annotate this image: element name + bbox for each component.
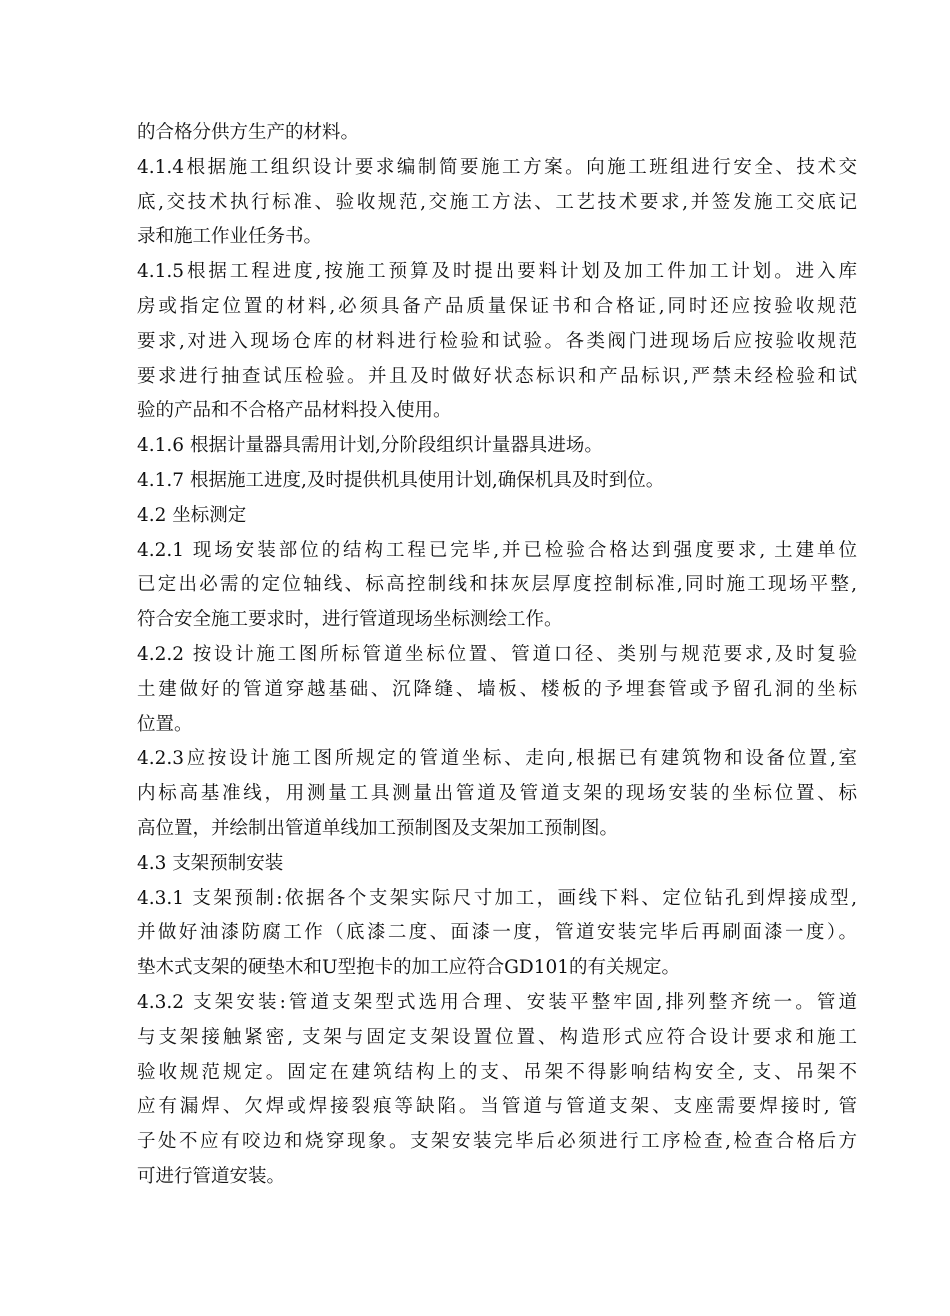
text-line: 4.1.4根据施工组织设计要求编制简要施工方案。向施工班组进行安全、技术交 [137,156,857,178]
text-line: 录和施工作业任务书。 [137,226,323,248]
text-line: 内标高基准线，用测量工具测量出管道及管道支架的现场安装的坐标位置、标 [137,783,857,805]
text-line: 已定出必需的定位轴线、标高控制线和抹灰层厚度控制标准,同时施工现场平整, [137,574,857,596]
text-line: 应有漏焊、欠焊或焊接裂痕等缺陷。当管道与管道支架、支座需要焊接时, 管 [137,1096,857,1118]
text-line: 底,交技术执行标准、验收规范,交施工方法、工艺技术要求,并签发施工交底记 [137,191,857,213]
text-line: 4.2 坐标测定 [137,504,247,526]
text-line: 房或指定位置的材料,必须具备产品质量保证书和合格证,同时还应按验收规范 [137,295,857,317]
text-line: 4.3.1 支架预制:依据各个支架实际尺寸加工，画线下料、定位钻孔到焊接成型, [137,887,857,909]
text-line: 4.1.5根据工程进度,按施工预算及时提出要料计划及加工件加工计划。进入库 [137,261,857,283]
text-line: 位置。 [137,713,193,735]
text-line: 与支架接触紧密, 支架与固定支架设置位置、构造形式应符合设计要求和施工 [137,1026,857,1048]
text-line: 4.2.1 现场安装部位的结构工程已完毕,并已检验合格达到强度要求, 土建单位 [137,539,857,561]
text-line: 高位置，并绘制出管道单线加工预制图及支架加工预制图。 [137,817,619,839]
text-line: 并做好油漆防腐工作（底漆二度、面漆一度，管道安装完毕后再刷面漆一度）。 [137,922,857,944]
text-line: 4.1.6 根据计量器具需用计划,分阶段组织计量器具进场。 [137,435,603,457]
document-body [137,116,857,1195]
text-line: 4.2.3应按设计施工图所规定的管道坐标、走向,根据已有建筑物和设备位置,室 [137,748,857,770]
text-line: 垫木式支架的硬垫木和U型抱卡的加工应符合GD101的有关规定。 [137,957,681,979]
text-line: 验收规范规定。固定在建筑结构上的支、吊架不得影响结构安全, 支、吊架不 [137,1061,857,1083]
text-line: 要求进行抽查试压检验。并且及时做好状态标识和产品标识,严禁未经检验和试 [137,365,857,387]
text-line: 的合格分供方生产的材料。 [137,122,360,143]
text-line: 土建做好的管道穿越基础、沉降缝、墙板、楼板的予埋套管或予留孔洞的坐标 [137,678,857,700]
text-line: 4.3 支架预制安装 [137,852,284,874]
text-line: 子处不应有咬边和烧穿现象。支架安装完毕后必须进行工序检查,检查合格后方 [137,1131,857,1153]
text-line: 符合安全施工要求时，进行管道现场坐标测绘工作。 [137,609,563,631]
text-line: 4.2.2 按设计施工图所标管道坐标位置、管道口径、类别与规范要求,及时复验 [137,643,857,665]
text-line: 4.3.2 支架安装:管道支架型式选用合理、安装平整牢固,排列整齐统一。管道 [137,991,857,1013]
text-line: 4.1.7 根据施工进度,及时提供机具使用计划,确保机具及时到位。 [137,469,665,491]
text-line: 验的产品和不合格产品材料投入使用。 [137,400,452,422]
text-line: 可进行管道安装。 [137,1165,286,1187]
text-line: 要求,对进入现场仓库的材料进行检验和试验。各类阀门进现场后应按验收规范 [137,330,857,352]
